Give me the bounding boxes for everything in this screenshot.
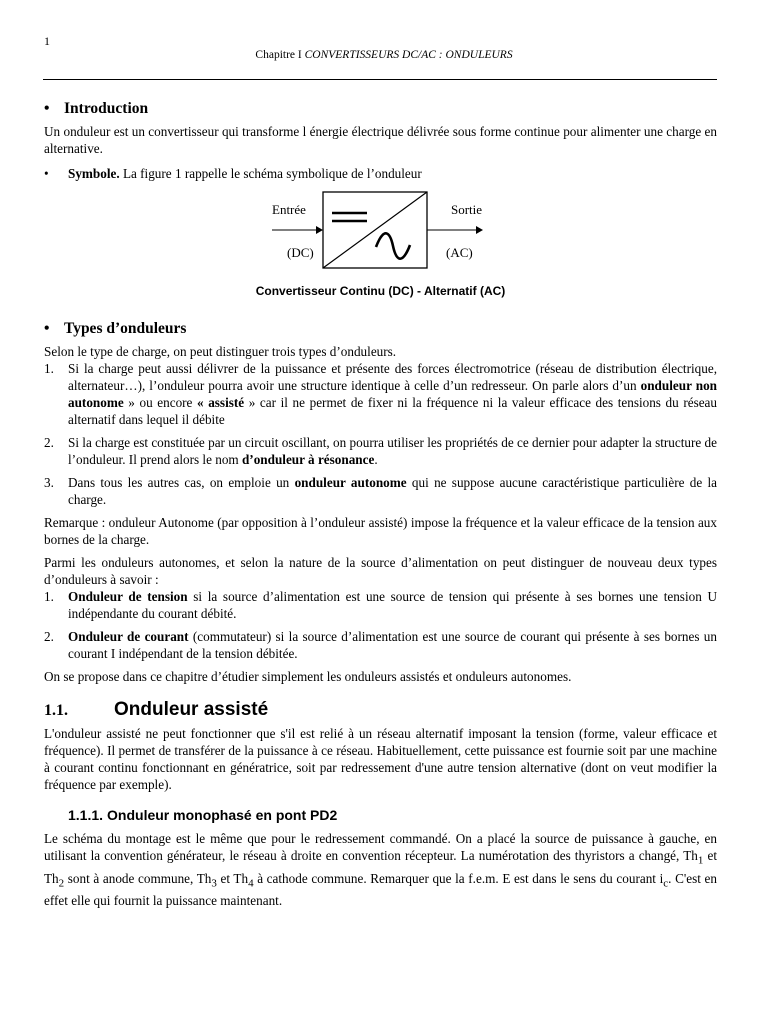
types-lead: Selon le type de charge, on peut distinguer trois types d’onduleurs.	[44, 344, 397, 359]
symbol-line	[68, 165, 422, 182]
figure-caption: Convertisseur Continu (DC) - Alternatif (AC)	[255, 284, 506, 298]
section-title: Onduleur assisté	[114, 699, 269, 720]
list-item-text: Si la charge peut aussi délivrer de la puissance et présente des forces électromotrice (réseau de distribution électrique, alternateur…), l’onduleur pourra avoir une structure identique à celle d’un redresseur. On parle alors d’un onduleur non autonome » ou encore « assisté » car il ne permet de fixer ni la fréquence ni la valeur efficace des tensions du réseau alternatif dans lequel il débite	[68, 361, 718, 427]
section-number: 1.1.1.	[68, 807, 104, 823]
section-heading-1-1-1	[44, 807, 717, 824]
section-heading-1-1	[44, 701, 717, 719]
chapter-title: CONVERTISSEURS DC/AC : ONDULEURS	[304, 49, 513, 61]
section-1-1-1-paragraph: Le schéma du montage est le même que pour le redressement commandé. On a placé la source de puissance à gauche, en utilisant la convention générateur, le réseau à droite en convention récepteur. La numérotation des thyristors a changé, $Th_1$ et $Th_2$ sont à anode commune, $Th_3$ et $Th_4$ à cathode commune. Remarquer que la f.e.m. E est dans le sens du courant $i_c$. C'est en effet elle qui fournit la puissance maintenant.	[44, 831, 717, 909]
list-item-text: Dans tous les autres cas, on emploie un onduleur autonome qui ne suppose aucune caractéristique particulière de la charge.	[68, 475, 717, 507]
introduction-heading-text: Introduction	[64, 100, 149, 117]
section-1-1-paragraph: L'onduleur assisté ne peut fonctionner que s'il est relié à un réseau alternatif imposant la tension (forme, valeur efficace et fréquence). Il permet de transférer de la puissance à ce réseau. Habituellement, cette puissance est fournie soit par une machine à courant continu fonctionnant en génératrice, soit par redressement d'une autre tension alternative (dont on veut modifier la fréquence par exemple).	[44, 726, 717, 792]
list-item-number: 3.	[44, 475, 54, 490]
introduction-paragraph: Un onduleur est un convertisseur qui transforme l énergie électrique délivrée sous forme continue pour alimenter une charge en alternative.	[44, 124, 717, 156]
list-item-number: 1.	[44, 361, 54, 376]
output-arrow-icon	[476, 226, 483, 234]
section-number: 1.1.	[44, 702, 68, 719]
symbol-label: Symbole.	[68, 166, 120, 181]
running-header	[0, 49, 768, 61]
list-item	[44, 628, 717, 662]
types-heading	[44, 320, 717, 337]
list-item	[44, 588, 717, 622]
page-body	[44, 100, 717, 909]
list-item-text: Onduleur de tension si la source d’alimentation est une source de tension qui présente à ses bornes une tension U indépendante du courant débité.	[68, 589, 717, 621]
input-type-label: (DC)	[287, 245, 314, 260]
symbol-bullet	[44, 165, 717, 182]
autonomous-types-list	[44, 588, 717, 662]
bullet-icon: •	[44, 100, 50, 117]
bullet-icon: •	[44, 166, 49, 181]
introduction-heading	[44, 100, 717, 117]
list-item-number: 1.	[44, 589, 54, 604]
output-type-label: (AC)	[446, 245, 473, 260]
list-item-number: 2.	[44, 629, 54, 644]
output-label: Sortie	[451, 202, 483, 217]
list-item-text: Si la charge est constituée par un circuit oscillant, on pourra utiliser les propriétés de ce dernier pour adapter la structure de l’onduleur. Il prend alors le nom d’onduleur à résonance.	[68, 435, 717, 467]
input-arrow-icon	[316, 226, 323, 234]
symbol-text: La figure 1 rappelle le schéma symbolique de l’onduleur	[119, 166, 422, 181]
types-heading-text: Types d’onduleurs	[64, 320, 187, 337]
header-rule	[43, 79, 717, 80]
page-number: 1	[44, 34, 50, 48]
bullet-icon: •	[44, 320, 50, 337]
section-title: Onduleur monophasé en pont PD2	[107, 807, 338, 823]
input-label: Entrée	[272, 202, 306, 217]
list-item	[44, 360, 717, 428]
converter-figure	[44, 188, 717, 300]
list-item-text: Onduleur de courant (commutateur) si la source d’alimentation est une source de courant qui présente à ses bornes un courant I indépendant de la tension débitée.	[68, 629, 717, 661]
list-item-number: 2.	[44, 435, 54, 450]
list-item	[44, 434, 717, 468]
dc-ac-converter-symbol	[272, 188, 502, 274]
chapter-prefix: Chapitre I	[255, 49, 305, 61]
remark-paragraph: Remarque : onduleur Autonome (par opposition à l’onduleur assisté) impose la fréquence et la valeur efficace de la tension aux bornes de la charge.	[44, 515, 717, 547]
inverter-types-list	[44, 360, 717, 508]
autonomous-lead-paragraph: Parmi les onduleurs autonomes, et selon la nature de la source d’alimentation on peut distinguer de nouveau deux types d’onduleurs à savoir :	[44, 555, 717, 587]
list-item	[44, 474, 717, 508]
closing-paragraph: On se propose dans ce chapitre d’étudier simplement les onduleurs assistés et onduleurs autonomes.	[44, 669, 572, 684]
